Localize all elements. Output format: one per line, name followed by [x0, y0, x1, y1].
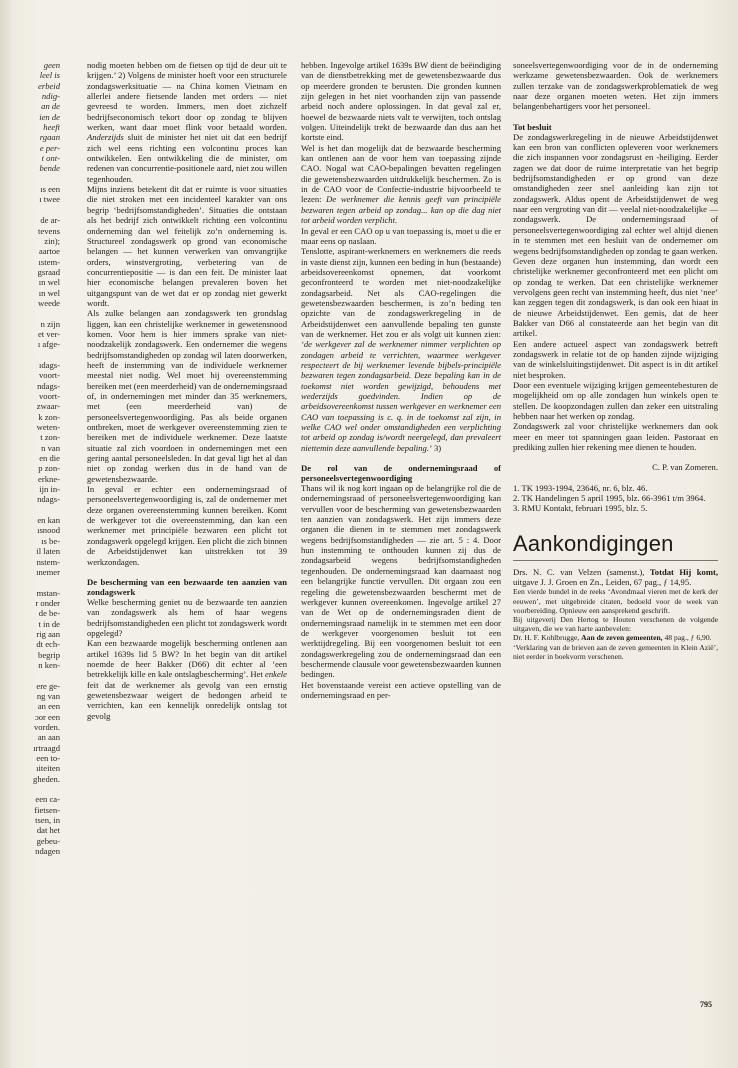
announcement-description: Een vierde bundel in de reeks ‘Avondmaal vieren met de kerk der eeuwen’, met uitgebreide citaten, bedoeld voor de week van voorbereiding. Opnieuw een aansprekend geschrift.	[513, 587, 718, 615]
left-column-fragments	[0, 60, 60, 856]
text-fragment: ndags-	[37, 494, 60, 505]
text-fragment: heeft	[43, 122, 60, 133]
paragraph: Welke bescherming geniet nu de bezwaarde ten aanzien van zondagswerk als hem of haar wegens bedrijfsomstandigheden een plicht tot zondagswerk wordt opgelegd?	[87, 596, 287, 638]
text-fragment	[0, 505, 60, 515]
paragraph: Een andere actueel aspect van zondagswerk betreft zondagswerk in relatie tot de op handen zijnde wijziging van de winkelsluitingstijdenwet. Dit aspect is in dit artikel niet besproken.	[513, 338, 718, 380]
text-fragment: ɔor een	[34, 711, 60, 722]
text-fragment: ınemer	[36, 566, 60, 577]
paragraph: soneelsvertegenwoordiging voor de in de onderneming werkzame gewetensbezwaarden. Ook de werknemers zullen terzake van de zondagswerkproblematiek de weg naar deze organen moeten weten. Het zijn immers belangenbehartigers voor het personeel.	[513, 60, 718, 112]
footnote: 2. TK Handelingen 5 april 1995, blz. 66-3961 t/m 3964.	[513, 493, 706, 504]
announcement-entry: Drs. N. C. van Velzen (samenst.), Totdat Hij komt, uitgave J. J. Groen en Zn., Leiden, 67 pag., ƒ 14,95.	[513, 566, 718, 588]
author-signature: C. P. van Zomeren.	[652, 462, 718, 473]
page-number: 795	[700, 1000, 712, 1009]
text-fragment: n van	[41, 442, 60, 453]
text-fragment	[0, 174, 60, 184]
text-fragment: zin);	[44, 235, 60, 246]
section-heading: De bescherming van een bezwaarde ten aanzien van zondagswerk	[87, 576, 287, 597]
text-fragment: zwaar-	[36, 401, 60, 412]
paragraph: Kan een bezwaarde mogelijk bescherming ontlenen aan artikel 1639s lid 5 BW? In het begin van dit artikel noemde de heer Bakker (D66) dit echter al ‘een betrekkelijk kille en kale ontslagbescherming’. Het enkele feit dat de werknemer als gevolg van een ernstig gewetensbezwaar weigert de bedongen arbeid te verrichten, kan een kennelijk onredelijk ontslag tot gevolg	[87, 638, 287, 721]
paragraph: Als zulke belangen aan zondagswerk ten grondslag liggen, kan een christelijke werknemer in gewetensnood komen. Voor hem is hier immers sprake van niet-noodzakelijk zondagswerk. Een ondernemer die wegens bedrijfsomstandigheden op zondag wil laten doorwerken, heeft de instemming van de individuele werknemer meestal niet nodig. Wel moet hij overeenstemming bereiken met (een meerderheid) van de ondernemingsraad of, in ondernemingen met minder dan 35 werknemers, met (een meerderheid van) de personeelsvertegenwoordiging. Pas als beide organen ontbreken, moet de werkgever overeenstemming zien te bereiken met de individuele werknemer. Deze laatste situatie zal zich voordoen in ondernemingen met een gering aantal personeelsleden. In dat geval ligt het al dan niet op zondag werken dus in de hand van de gewetensbezwaarde.	[87, 308, 287, 484]
text-fragment: k zon-	[38, 411, 60, 422]
text-fragment: geen	[43, 60, 60, 70]
text-fragment: ıiteiten	[36, 763, 60, 774]
text-fragment	[0, 308, 60, 318]
text-fragment: ndags-	[37, 380, 60, 391]
paragraph: hebben. Ingevolge artikel 1639s BW dient de beëindiging van de dienstbetrekking met de gewetensbezwaarde dus op meerdere gronden te berusten. Die gronden kunnen zijn gelegen in het niet voorhanden zijn van passende arbeid noch andere oplossingen. In dat geval zal er, hoewel de bezwaarde niets valt te verwijten, toch ontslag volgen. Uiteindelijk trekt de bezwaarde dan dus aan het kortste eind.	[301, 60, 501, 143]
text-fragment: gsraad	[37, 266, 60, 277]
footnotes	[513, 483, 718, 514]
text-fragment: an aan	[37, 732, 60, 743]
text-fragment: ırtraagd	[33, 742, 60, 753]
text-fragment: ndig-	[41, 91, 60, 102]
text-fragment: ın wel	[38, 287, 60, 298]
text-fragment: leel is	[39, 70, 60, 81]
text-fragment: ıs een	[40, 184, 60, 195]
text-fragment: ere ge-	[36, 680, 60, 691]
text-fragment	[0, 205, 60, 215]
text-fragment: erbeid	[38, 80, 60, 91]
text-fragment: n zijn	[40, 318, 60, 329]
footnote: 1. TK 1993-1994, 23646, nr. 6, blz. 46.	[513, 482, 648, 493]
text-fragment: nstem-	[36, 556, 60, 567]
paragraph: Thans wil ik nog kort ingaan op de belangrijke rol die de ondernemingsraad of personeelsvertegenwoordiging kan vervullen voor de bescherming van gewetensbezwaarden ten aanzien van zondagswerk. Het zijn immers deze organen die dienen in te stemmen met zondagswerk wegens bedrijfsomstandigheden — zie art. 5 : 4. Door hun instemming te onthouden kunnen zij dus de zondagsarbeid wegens bedrijfsomstandigheden tegenhouden. De ondernemingsraad kan daarnaast nog een belangrijke functie vervullen. Dit orgaan zou een regeling die gewetensbezwaarden beschermt met de werkgever kunnen overeenkomen. Ingevolge artikel 27 van de Wet op de ondernemingsraden dient de ondernemingsraad namelijk in te stemmen met een door de werkgever voorgenomen besluit tot een werktijdregeling. Bij een voorgenomen besluit tot een zondagswerkregeling zou de ondernemingsraad dan een beschermende clausule voor gewetensbezwaarden kunnen bedingen.	[301, 483, 501, 680]
text-fragment: voort-	[38, 391, 60, 401]
text-fragment: vorden.	[33, 722, 60, 732]
paragraph: Het bovenstaande vereist een actieve opstelling van de ondernemingsraad en per-	[301, 679, 501, 700]
paragraph: In geval er echter een ondernemingsraad of personeelsvertegenwoordiging is, zal de ondernemer met deze organen overeenstemming kunnen bereiken. Komt de werkgever tot die overeenstemming, dan kan een werknemer met principiële bezwaren een plicht tot zondagswerk opgelegd krijgen. Een plicht die zich binnen de Arbeidstijdenwet kan uitstrekken tot 39 werkzondagen.	[87, 484, 287, 567]
text-fragment: il laten	[36, 546, 60, 557]
section-heading: Tot besluit	[513, 121, 552, 132]
text-fragment: begrip	[38, 649, 60, 660]
text-fragment: tsen, in	[35, 815, 60, 826]
text-fragment: et ver-	[37, 328, 60, 339]
text-fragment: dat het	[36, 825, 60, 836]
text-fragment: t zon-	[40, 432, 60, 443]
announcement-intro: Bij uitgeverij Den Hertog te Houten verschenen de volgende uitgaven, die we van harte aanbevelen:	[513, 615, 718, 634]
footnote: 3. RMU Kontakt, februari 1995, blz. 5.	[513, 503, 648, 514]
text-fragment: voort-	[38, 370, 60, 381]
text-fragment: de ar-	[40, 215, 60, 226]
section-heading: De rol van de ondernemingsraad of personeelsvertegenwoordiging	[301, 463, 501, 484]
text-fragment: weten-	[36, 422, 60, 433]
paragraph: De zondagswerkregeling in de nieuwe Arbeidstijdenwet kan een bron van conflicten opleveren voor werknemers die zich inspannen voor zondagsrust en -heiliging. Eerder zagen we dat door de ruime interpretatie van het begrip bedrijfsomstandigheden er op grond van deze omstandigheden zeer snel aanleiding kan zijn tot zondagswerk. Aldus opent de Arbeidstijdenwet de weg naar een vergroting van dit — veelal niet-noodzakelijke — zondagswerk. De ondernemingsraad of personeelsvertegenwoordiging zal echter wel altijd dienen in te stemmen met een besluit van de ondernemer om wegens bedrijfsomstandigheden op zondag te gaan werken.	[513, 131, 718, 256]
paragraph: In geval er een CAO op u van toepassing is, moet u die er maar eens op naslaan.	[301, 225, 501, 246]
text-fragment: en die	[39, 453, 60, 464]
text-fragment: erkne-	[38, 473, 60, 484]
text-fragment: r onder	[35, 597, 60, 608]
column-3	[513, 60, 718, 661]
text-fragment: gebeu-	[36, 835, 60, 846]
column-1	[87, 60, 287, 721]
announcements-heading: Aankondigingen	[513, 530, 674, 556]
text-fragment: ıstem-	[38, 256, 60, 267]
announcement-entry: Dr. H. F. Kohlbrugge, Aan de zeven gemeenten, 48 pag., ƒ 6,90.	[513, 633, 712, 643]
text-fragment: t ont-	[41, 153, 60, 164]
text-fragment: ıdags-	[38, 359, 60, 370]
text-fragment: ın wel	[38, 277, 60, 288]
paragraph: nodig moeten hebben om de fietsen op tijd de deur uit te krijgen.’ 2) Volgens de minister hoeft voor een structurele zondagswerksituatie — na China komen Vietnam en allerlei andere fietsende landen met orders — niet gevreesd te worden. Immers, men doet zichzelf bedrijfseconomisch tekort door op zondag te blijven werken, want daar moet flink voor betaald worden. Anderzijds sluit de minister het niet uit dat een bedrijf zich wel eens richting een volcontinu proces kan ontwikkelen. Een ontwikkeling die de minister, om redenen van concurrentie-positionele aard, niet zou willen tegenhouden.	[87, 60, 287, 184]
paragraph: Zondagswerk zal voor christelijke werknemers dan ook meer en meer tot spanningen gaan leiden. Pastoraat en prediking zullen hier rekening mee dienen te houden.	[513, 421, 718, 453]
text-fragment	[0, 350, 60, 360]
column-2	[301, 60, 501, 700]
text-fragment: de be-	[38, 608, 60, 619]
text-fragment: ı afge-	[37, 339, 60, 350]
text-fragment: n ken-	[38, 659, 60, 670]
text-fragment: rig aan	[36, 628, 60, 639]
text-fragment: ısnood	[37, 525, 60, 536]
text-fragment: t in de	[38, 618, 60, 629]
text-fragment: weede	[38, 297, 60, 308]
divider	[513, 560, 718, 561]
text-fragment: ien de	[39, 111, 60, 122]
paragraph: Door een eventuele wijziging krijgen gemeentebesturen de mogelijkheid om op alle zondagen hun winkels open te stellen. De koopzondagen zullen dan zeker een uitstraling hebben naar het werken op zondag.	[513, 379, 718, 421]
text-fragment: tevens	[38, 225, 60, 236]
text-fragment: ı twee	[39, 194, 60, 205]
text-fragment: ndagen	[35, 846, 60, 857]
text-fragment	[0, 577, 60, 587]
text-fragment: en kan	[37, 515, 60, 526]
text-fragment: dt ech-	[36, 639, 60, 650]
announcement-description: ‘Verklaring van de brieven aan de zeven gemeenten in Klein Azië’, niet eerder in boekvorm verschenen.	[513, 642, 718, 661]
text-fragment: mstan-	[36, 587, 60, 598]
text-fragment	[0, 784, 60, 794]
text-fragment: ijn in-	[39, 484, 60, 495]
text-fragment: e per-	[39, 142, 60, 153]
paragraph: Tenslotte, aspirant-werknemers en werknemers die reeds in vaste dienst zijn, kunnen een beding in hun (bestaande) arbeidsovereenkomst opnemen, dat voorkomt geconfronteerd te worden met niet-noodzakelijke zondagsarbeid. Net als CAO-regelingen die gewetensbezwaarden beschermen, is zo’n beding ten opzichte van de zondagswerkregeling in de Arbeidstijdenwet een aanvullende bepaling ten gunste van de werknemer. Het zou er als volgt uit kunnen zien: ‘de werkgever zal de werknemer nimmer verplichten op zondagen arbeid te verrichten, waarmee werkgever respecteert de bij werknemer levende bijbels-principiële bezwaren tegen zondagsarbeid. Deze bepaling kan in de toekomst niet worden gewijzigd, behoudens met wederzijds goedvinden. Indien op de arbeidsovereenkomst tussen werkgever en werknemer een CAO van toepassing is c. q. in de toekomst zal zijn, in welke CAO wel onder omstandigheden een verplichting tot arbeid op zondag is/wordt neergelegd, dan prevaleert niettemin deze aanvullende bepaling.’ 3)	[301, 246, 501, 453]
text-fragment: aartoe	[39, 246, 60, 257]
text-fragment: ıs be-	[41, 535, 60, 546]
text-fragment	[0, 670, 60, 680]
text-fragment: gheden.	[33, 773, 60, 784]
paragraph: Geven deze organen hun instemming, dan wordt een christelijke werknemer geconfronteerd met een plicht om op zondag te werken. Dat een christelijke werknemer vervolgens geen recht van instemming heeft, dus niet ‘nee’ kan zeggen tegen dit zondagswerk, is dan ook een hiaat in de nieuwe Arbeidstijdenwet. Een gemis, dat de heer Bakker van D66 al constateerde aan het begin van dit artikel.	[513, 255, 718, 339]
paragraph: Mijns inziens betekent dit dat er ruimte is voor situaties die niet stroken met een incidenteel karakter van ons begrip ‘bedrijfsomstandigheden’. Situaties die ontstaan als het bedrijf zich ontwikkelt richting een volcontinu onderneming dan wel feitelijk zo’n onderneming is. Structureel zondagswerk op grond van economische belangen — het kunnen verwerken van omvangrijke orders, winstvergroting, verbetering van de concurrentiepositie — is dan een feit. De minister laat hier economische belangen prevaleren boven het uitgangspunt van de wet dat er op zondag niet gewerkt wordt.	[87, 184, 287, 308]
text-fragment: rgaan	[39, 132, 60, 143]
text-fragment: fietsen-	[34, 804, 60, 815]
text-fragment: een to-	[36, 753, 60, 764]
text-fragment: an een	[37, 701, 60, 712]
text-fragment: p zon-	[38, 463, 60, 474]
text-fragment: an de	[41, 101, 60, 112]
paragraph: Wel is het dan mogelijk dat de bezwaarde bescherming kan ontlenen aan de voor hem van toepassing zijnde CAO. Nogal wat CAO-bepalingen bevatten regelingen die gewetensbezwaarden uitdrukkelijk beschermen. Zo is in de CAO voor de Confectie-industrie bijvoorbeeld te lezen: De werknemer die kennis geeft van principiële bezwaren tegen arbeid op zondag... kan op die dag niet tot arbeid worden verplicht.	[301, 142, 501, 226]
text-fragment: een ca-	[35, 794, 60, 805]
text-fragment: bende	[39, 163, 60, 174]
text-fragment: ng van	[36, 690, 60, 701]
